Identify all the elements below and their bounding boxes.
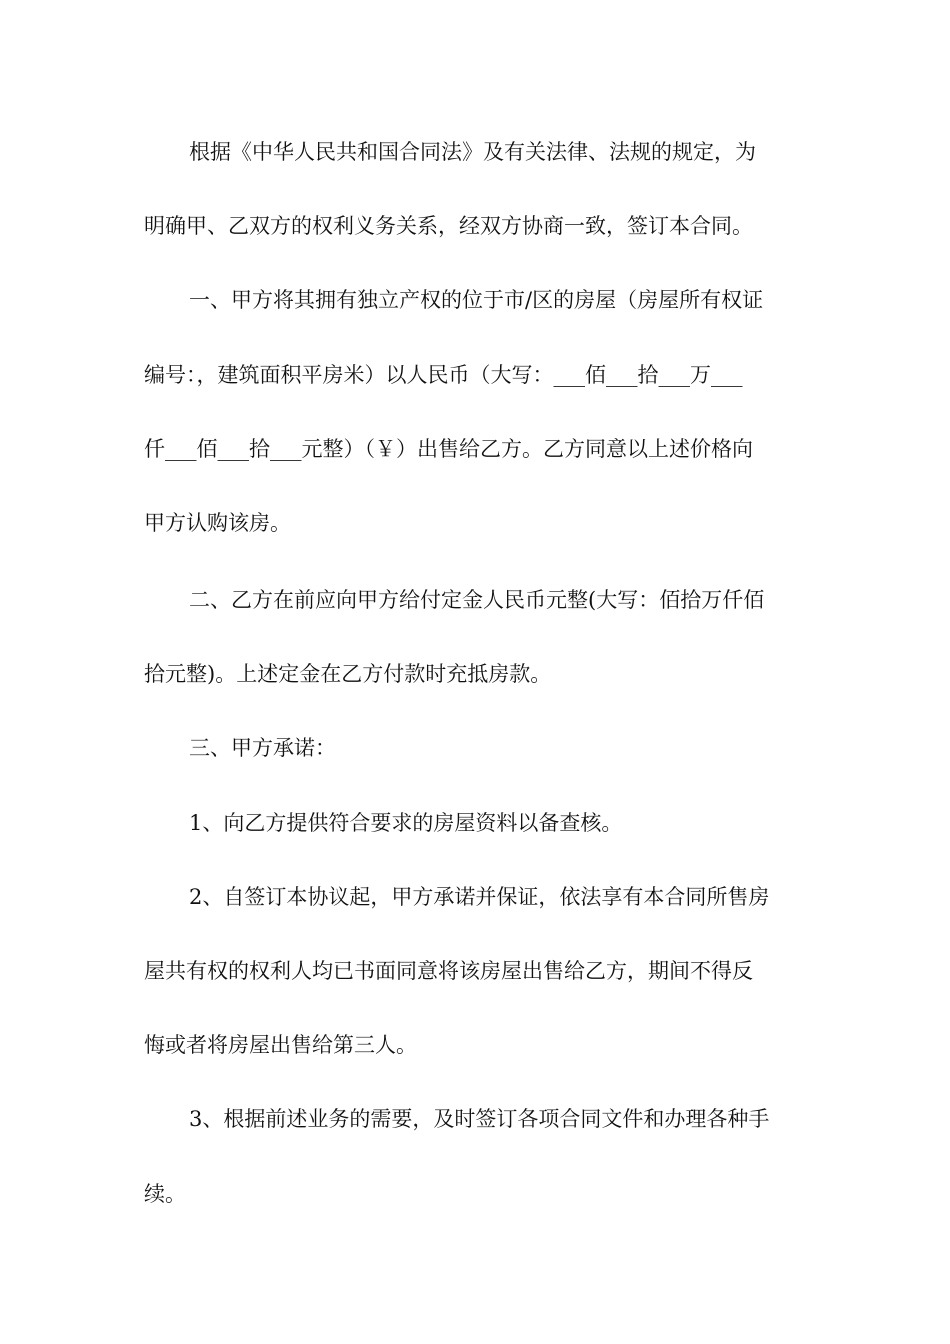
- paragraph-line: 编号：，建筑面积平房米）以人民币（大写：___佰___拾___万___: [144, 363, 743, 387]
- paragraph-line: 明确甲、乙双方的权利义务关系，经双方协商一致，签订本合同。: [144, 214, 753, 238]
- paragraph-line: 续。: [144, 1182, 186, 1206]
- paragraph-line: 甲方认购该房。: [144, 511, 291, 535]
- paragraph-line: 屋共有权的权利人均已书面同意将该房屋出售给乙方，期间不得反: [144, 959, 753, 983]
- paragraph-line: 三、甲方承诺：: [189, 736, 336, 760]
- paragraph-line: 仟___佰___拾___元整）（￥）出售给乙方。乙方同意以上述价格向: [144, 437, 753, 461]
- paragraph-line: 拾元整)。上述定金在乙方付款时充抵房款。: [144, 662, 552, 686]
- paragraph-line: 3、根据前述业务的需要，及时签订各项合同文件和办理各种手: [189, 1107, 770, 1131]
- paragraph-line: 一、甲方将其拥有独立产权的位于市/区的房屋（房屋所有权证: [189, 288, 764, 312]
- paragraph-line: 悔或者将房屋出售给第三人。: [144, 1033, 417, 1057]
- paragraph-line: 1、向乙方提供符合要求的房屋资料以备查核。: [189, 811, 623, 835]
- paragraph-line: 2、自签订本协议起，甲方承诺并保证，依法享有本合同所售房: [189, 885, 770, 909]
- paragraph-line: 根据《中华人民共和国合同法》及有关法律、法规的规定，为: [189, 140, 756, 164]
- paragraph-line: 二、乙方在前应向甲方给付定金人民币元整(大写：佰拾万仟佰: [189, 588, 765, 612]
